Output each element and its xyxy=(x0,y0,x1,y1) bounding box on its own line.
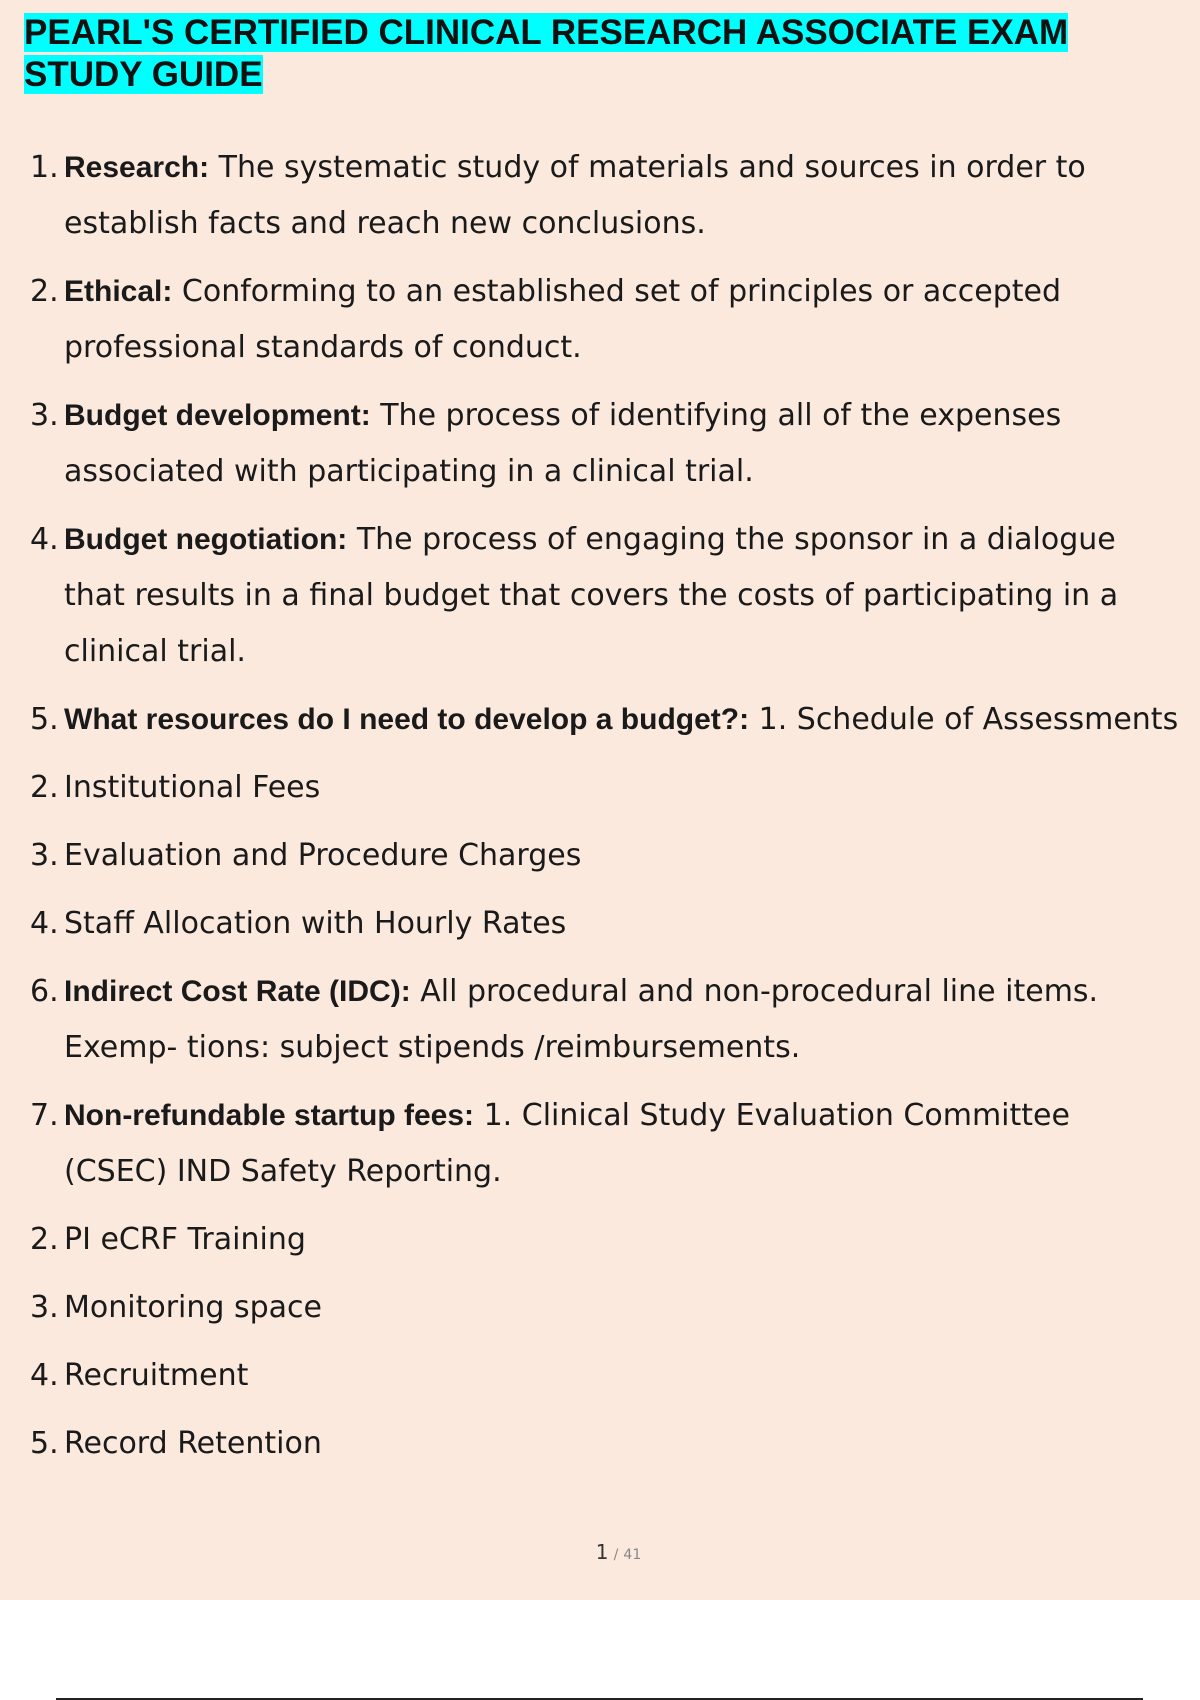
list-item xyxy=(30,1088,1180,1200)
list-item xyxy=(30,1416,1180,1472)
list-item xyxy=(30,692,1180,748)
list-item xyxy=(30,760,1180,816)
list-item xyxy=(30,896,1180,952)
item-number: 1. xyxy=(30,150,59,185)
item-text: The process of engaging the sponsor in a dialogue that results in a final budget that covers the costs of participating in a clinical trial. xyxy=(64,522,1119,669)
item-text: The process of identifying all of the expenses associated with participating in a clinical trial. xyxy=(64,398,1062,489)
document-title xyxy=(24,12,1154,96)
list-item xyxy=(30,1348,1180,1404)
item-number: 3. xyxy=(30,398,59,433)
title-highlight: PEARL'S CERTIFIED CLINICAL RESEARCH ASSOCIATE EXAM STUDY GUIDE xyxy=(24,13,1069,94)
list-item xyxy=(30,140,1180,252)
item-term: Ethical: xyxy=(64,275,173,308)
total-pages: 41 xyxy=(623,1547,642,1563)
item-text: PI eCRF Training xyxy=(64,1222,306,1257)
item-text: Staff Allocation with Hourly Rates xyxy=(64,906,567,941)
list-item xyxy=(30,264,1180,376)
item-number: 3. xyxy=(30,1290,59,1325)
item-number: 7. xyxy=(30,1098,59,1133)
item-number: 2. xyxy=(30,274,59,309)
item-text: Monitoring space xyxy=(64,1290,322,1325)
item-number: 5. xyxy=(30,702,59,737)
page-separator: / xyxy=(613,1547,619,1563)
entry-list xyxy=(30,140,1180,1484)
page-indicator xyxy=(0,1540,1200,1564)
list-item xyxy=(30,964,1180,1076)
list-item xyxy=(30,388,1180,500)
item-number: 3. xyxy=(30,838,59,873)
current-page: 1 xyxy=(595,1540,609,1564)
item-term: Research: xyxy=(64,151,210,184)
list-item xyxy=(30,1280,1180,1336)
item-number: 4. xyxy=(30,1358,59,1393)
item-text: Conforming to an established set of principles or accepted professional standards of conduct. xyxy=(64,274,1062,365)
item-number: 2. xyxy=(30,770,59,805)
item-term: Non-refundable startup fees: xyxy=(64,1099,475,1132)
item-text: 1. Clinical Study Evaluation Committee (CSEC) IND Safety Reporting. xyxy=(64,1098,1070,1189)
item-number: 5. xyxy=(30,1426,59,1461)
item-number: 6. xyxy=(30,974,59,1009)
item-number: 4. xyxy=(30,906,59,941)
item-term: Budget development: xyxy=(64,399,371,432)
list-item xyxy=(30,828,1180,884)
item-term: Indirect Cost Rate (IDC): xyxy=(64,975,411,1008)
item-text: Institutional Fees xyxy=(64,770,321,805)
item-text: Evaluation and Procedure Charges xyxy=(64,838,582,873)
item-number: 2. xyxy=(30,1222,59,1257)
item-text: The systematic study of materials and sources in order to establish facts and reach new conclusions. xyxy=(64,150,1086,241)
item-number: 4. xyxy=(30,522,59,557)
item-term: What resources do I need to develop a budget?: xyxy=(64,703,750,736)
list-item xyxy=(30,1212,1180,1268)
item-term: Budget negotiation: xyxy=(64,523,348,556)
item-text: All procedural and non-procedural line items. Exemp- tions: subject stipends /reimbursements. xyxy=(64,974,1099,1065)
item-text: Recruitment xyxy=(64,1358,249,1393)
list-item xyxy=(30,512,1180,680)
item-text: Record Retention xyxy=(64,1426,322,1461)
item-text: 1. Schedule of Assessments xyxy=(749,702,1179,737)
